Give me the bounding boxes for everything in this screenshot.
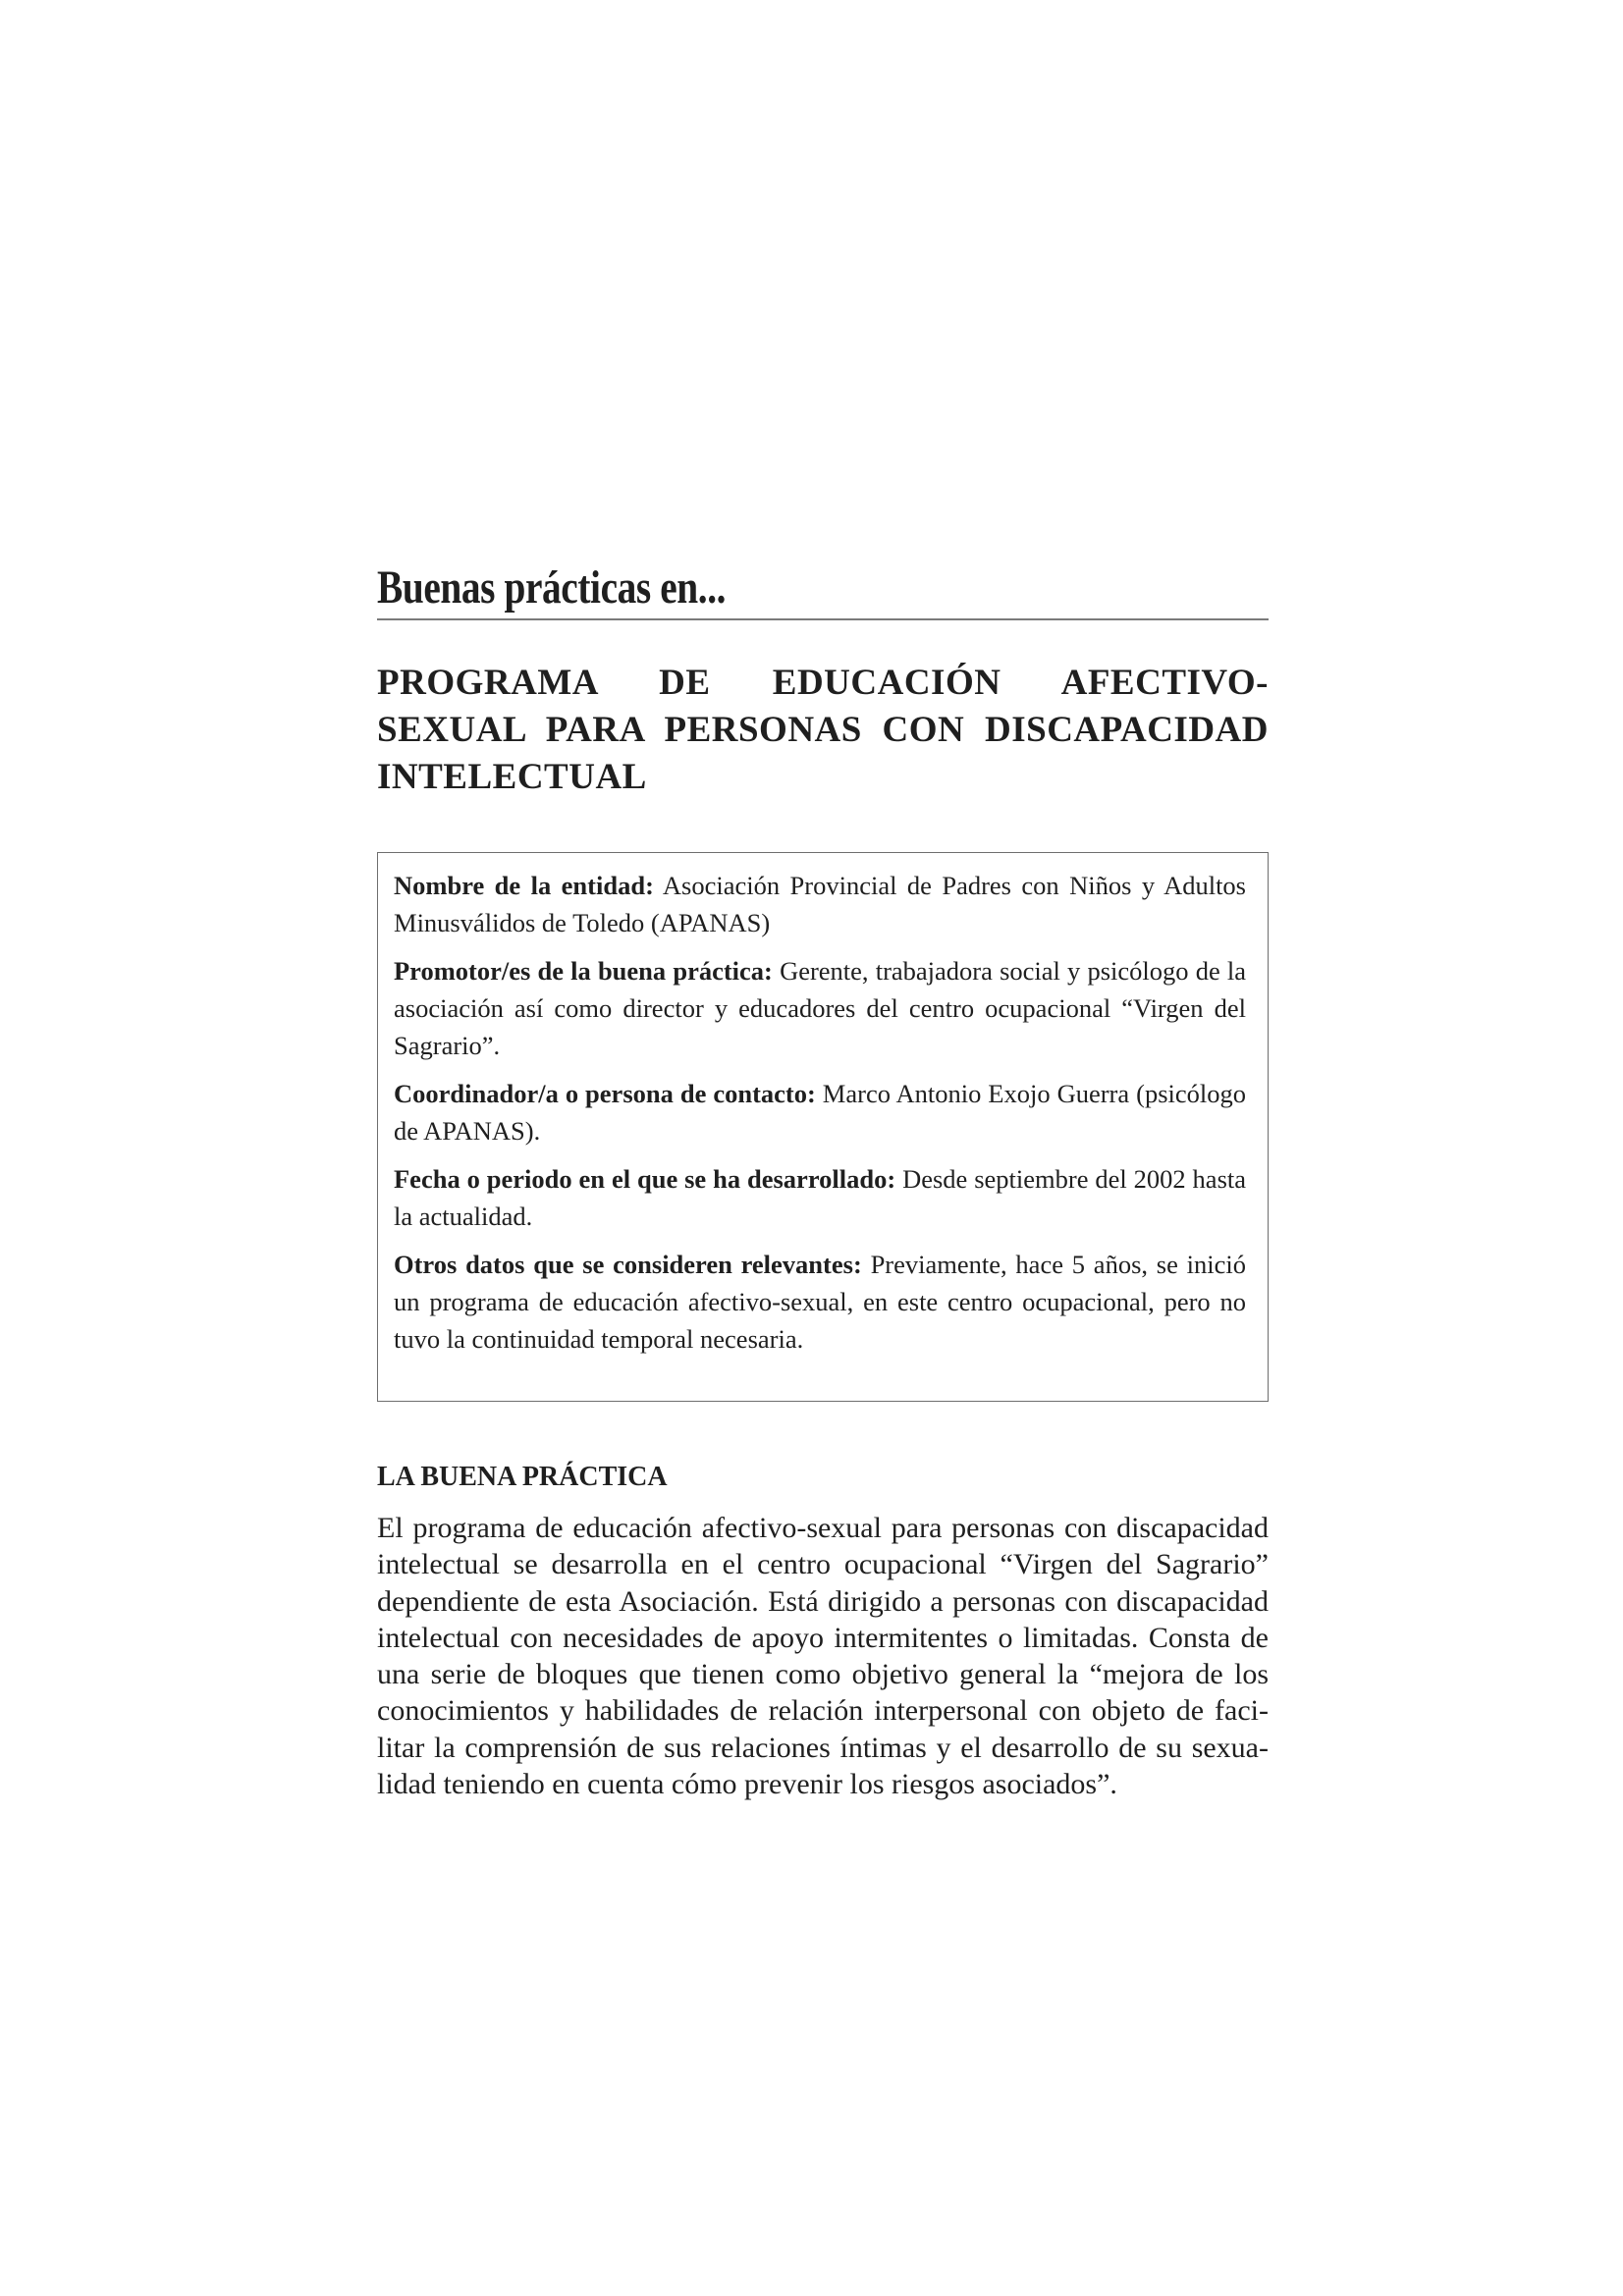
info-item-entity [394, 867, 1246, 941]
info-label: Otros datos que se consideren relevantes: [394, 1250, 862, 1279]
info-item-promoters [394, 952, 1246, 1064]
info-label: Coordinador/a o persona de contacto: [394, 1079, 816, 1108]
title-line-3: INTELECTUAL [377, 757, 647, 797]
title-line-1: PROGRAMA DE EDUCACIÓN AFECTIVO- [377, 663, 1269, 703]
section-heading: LA BUENA PRÁCTICA [377, 1462, 668, 1492]
info-value: Marco Antonio Exojo Guerra (psicólogo de APANAS). [394, 1079, 1246, 1146]
info-item-coordinator [394, 1075, 1246, 1149]
title-line-2: SEXUAL PARA PERSONAS CON DISCAPACIDAD [377, 710, 1269, 750]
body-paragraph: El programa de educación afectivo-sexual para personas con discapacidad intelectual se desarrolla en el centro ocupacional “Virgen del Sagrario” dependiente de esta Asociación. Está dirigido a personas con discapacidad intelectual con necesidades de apoyo intermitentes o limitadas. Consta de una serie de bloques que tienen como objetivo general la “mejora de los conocimientos y habilidades de relación interpersonal con objeto de facilitar la comprensión de sus relaciones íntimas y el desarrollo de su sexualidad teniendo en cuenta cómo prevenir los riesgos asociados”. [377, 1512, 1269, 1801]
info-item-other-data [394, 1246, 1246, 1358]
info-value: Previamente, hace 5 años, se inició un programa de educación afectivo-sexual, en este centro ocupacional, pero no tuvo la continuidad temporal necesaria. [394, 1250, 1247, 1354]
info-label: Promotor/es de la buena práctica: [394, 956, 773, 986]
info-label: Nombre de la entidad: [394, 871, 654, 900]
info-value: Gerente, trabajadora social y psicólogo de la asociación así como director y educadores del centro ocupacional “Virgen del Sagrario”. [394, 956, 1246, 1060]
info-value: Desde septiembre del 2002 hasta la actualidad. [394, 1164, 1247, 1231]
section-label: Buenas prácticas en... [377, 561, 727, 614]
info-item-period [394, 1160, 1246, 1235]
info-label: Fecha o periodo en el que se ha desarrollado: [394, 1164, 896, 1194]
section-header [377, 561, 1269, 620]
info-value: Asociación Provincial de Padres con Niños y Adultos Minusválidos de Toledo (APANAS) [394, 871, 1246, 937]
info-box [377, 852, 1269, 1402]
document-title [377, 660, 1269, 801]
